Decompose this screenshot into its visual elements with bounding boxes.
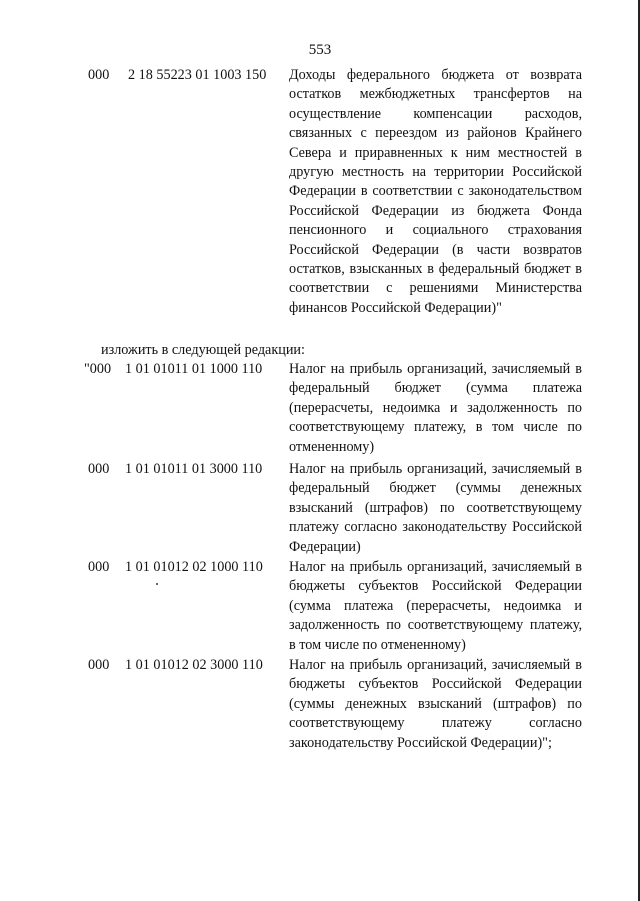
- row-description: Налог на прибыль организаций, зачисляемый в бюджеты субъектов Российской Федерации (сумма платежа (перерасчеты, недоимка и задолженность по соответствующему платежу, в том числе по отмененному): [289, 559, 582, 653]
- budget-code: 1 01 01012 02 3000 110: [125, 657, 263, 673]
- budget-code: 1 01 01011 01 1000 110: [125, 361, 263, 377]
- row-prefix: 000: [88, 657, 110, 673]
- row-prefix: 000: [88, 461, 110, 477]
- page-number: 553: [308, 42, 332, 58]
- budget-code: 1 01 01012 02 1000 110: [125, 559, 263, 575]
- budget-code: 2 18 55223 01 1003 150: [128, 67, 267, 83]
- intro-text: изложить в следующей редакции:: [101, 342, 305, 358]
- row-description: Налог на прибыль организаций, зачисляемый в федеральный бюджет (сумма платежа (перерасчеты, недоимка и задолженность по соответствующему платежу, в том числе по отмененному): [289, 361, 582, 455]
- row-prefix: 000: [88, 67, 110, 83]
- scan-speck: [156, 583, 158, 585]
- row-description: Доходы федерального бюджета от возврата остатков межбюджетных трансфертов на осуществление компенсации расходов, связанных с переездом из районов Крайнего Севера и приравненных к ним местностей в другую местность на территории Российской Федерации в соответствии с законодательством Российской Федерации из бюджета Фонда пенсионного и социального страхования Российской Федерации (в части возвратов остатков, взысканных в федеральный бюджет в соответствии с решениями Министерства финансов Российской Федерации)": [289, 67, 582, 316]
- row-prefix: 000: [88, 559, 110, 575]
- budget-code: 1 01 01011 01 3000 110: [125, 461, 263, 477]
- row-prefix: "000: [84, 361, 112, 377]
- row-description: Налог на прибыль организаций, зачисляемый в федеральный бюджет (суммы денежных взысканий (штрафов) по соответствующему платежу согласно законодательству Российской Федерации): [289, 461, 582, 555]
- row-description: Налог на прибыль организаций, зачисляемый в бюджеты субъектов Российской Федерации (суммы денежных взысканий (штрафов) по соответствующему платежу согласно законодательству Российской Федерации)";: [289, 657, 582, 751]
